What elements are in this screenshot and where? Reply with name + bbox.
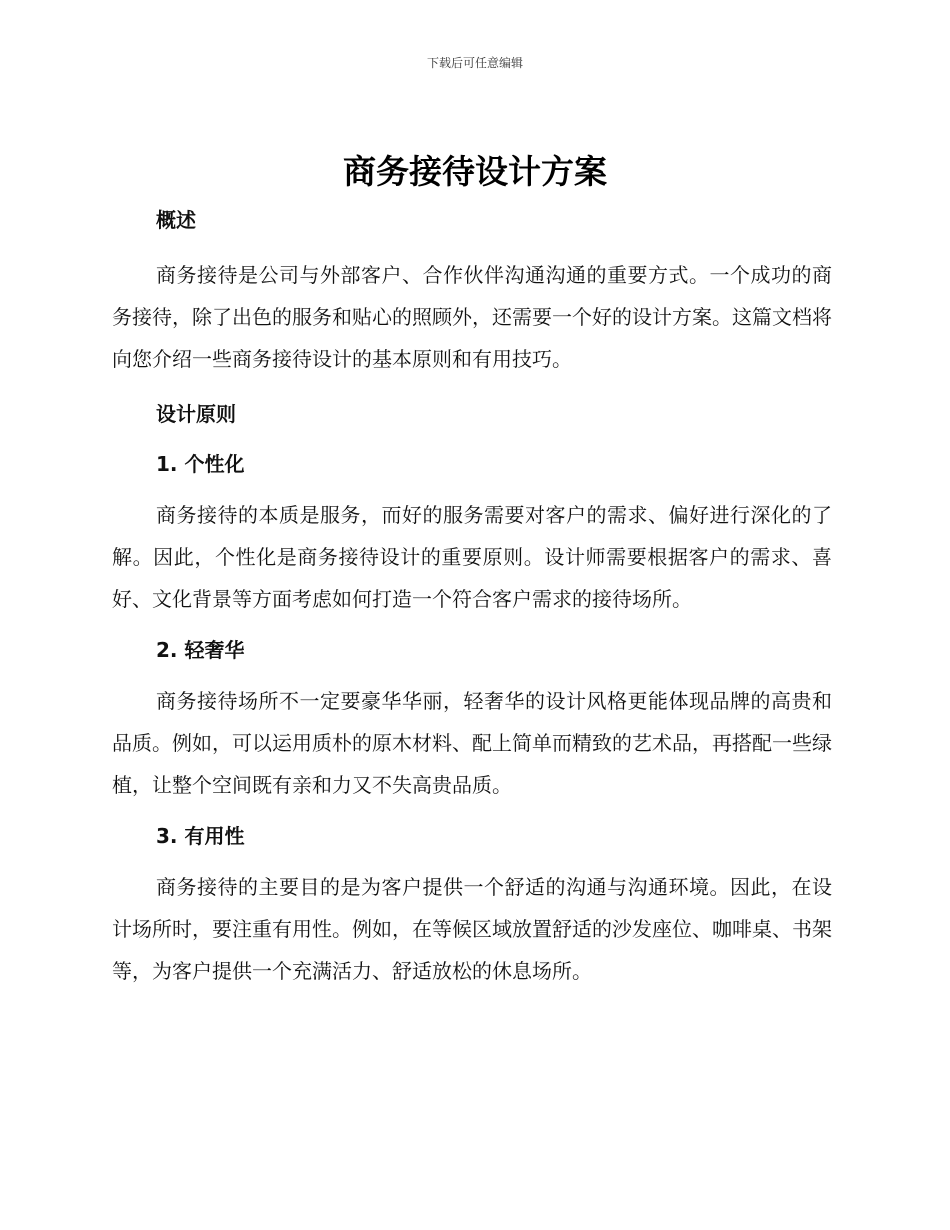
principle-3-heading: 3. 有用性 xyxy=(156,824,245,848)
header-note: 下载后可任意编辑 xyxy=(426,56,523,70)
principles-heading: 设计原则 xyxy=(156,402,236,426)
principle-3-paragraph: 商务接待的主要目的是为客户提供一个舒适的沟通与沟通环境。因此，在设计场所时，要注重有用性。例如，在等候区域放置舒适的沙发座位、咖啡桌、书架等，为客户提供一个充满活力、舒适放松的休息场所。 xyxy=(112,875,832,983)
overview-paragraph: 商务接待是公司与外部客户、合作伙伴沟通沟通的重要方式。一个成功的商务接待，除了出色的服务和贴心的照顾外，还需要一个好的设计方案。这篇文档将向您介绍一些商务接待设计的基本原则和有用技巧。 xyxy=(112,263,832,371)
document-title: 商务接待设计方案 xyxy=(343,152,607,191)
principle-2-heading: 2. 轻奢华 xyxy=(156,638,245,662)
principle-1-heading: 1. 个性化 xyxy=(156,452,245,476)
principle-2-paragraph: 商务接待场所不一定要豪华华丽，轻奢华的设计风格更能体现品牌的高贵和品质。例如，可以运用质朴的原木材料、配上简单而精致的艺术品，再搭配一些绿植，让整个空间既有亲和力又不失高贵品质。 xyxy=(112,689,832,797)
overview-heading: 概述 xyxy=(156,208,196,232)
document-body xyxy=(112,200,832,992)
principle-1-paragraph: 商务接待的本质是服务，而好的服务需要对客户的需求、偏好进行深化的了解。因此，个性化是商务接待设计的重要原则。设计师需要根据客户的需求、喜好、文化背景等方面考虑如何打造一个符合客户需求的接待场所。 xyxy=(112,503,832,611)
